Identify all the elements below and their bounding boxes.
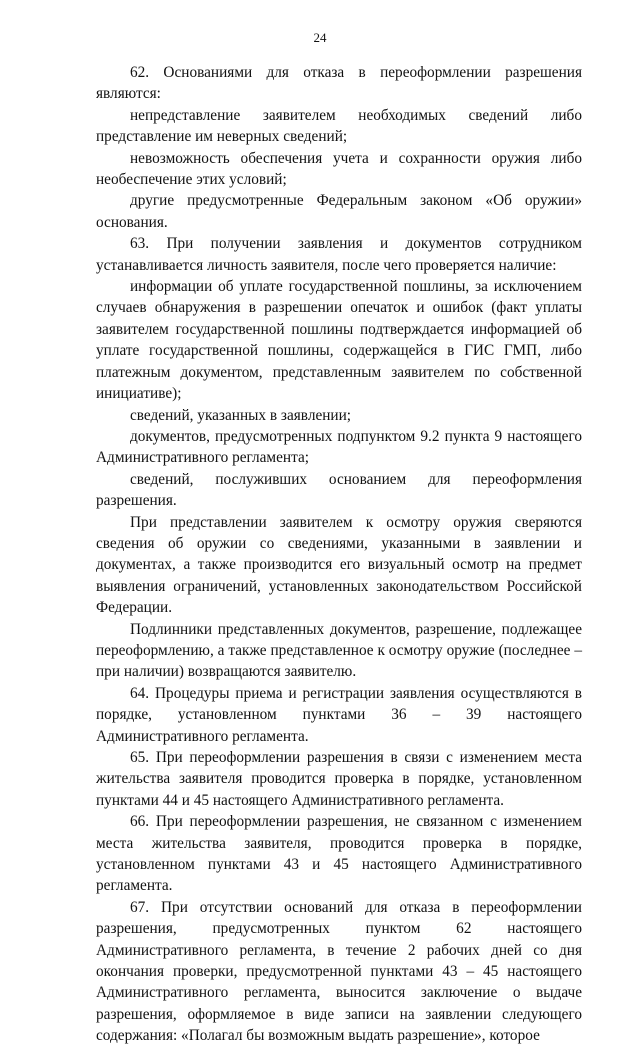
paragraph-65: 65. При переоформлении разрешения в связи с изменением места жительства заявителя проводится проверка в порядке, установленном пунктами 44 и 45 настоящего Административного регламента. [96,749,582,809]
paragraph-63-item-3: документов, предусмотренных подпунктом 9.2 пункта 9 настоящего Административного регламента; [96,427,582,467]
paragraph-62-item-3: другие предусмотренные Федеральным законом «Об оружии» основания. [96,192,582,231]
paragraph-67: 67. При отсутствии оснований для отказа в переоформлении разрешения, предусмотренных пунктом 62 настоящего Административного регламента, в течение 2 рабочих дней со дня окончания проверки, предусмотренной пунктами 43 – 45 настоящего Административного регламента, выносится заключение о выдаче разрешения, оформляемое в виде записи на заявлении следующего содержания: «Полагал бы возможным выдать разрешение», которое [96,898,582,1045]
paragraph-63-item-1: информации об уплате государственной пошлины, за исключением случаев обнаружения в разрешении опечаток и ошибок (факт уплаты заявителем государственной пошлины подтверждается информацией об уплате государственной пошлины, содержащейся в ГИС ГМП, либо платежным документом, представленным заявителем по собственной инициативе); [96,278,582,403]
paragraph-63-weapon-inspection: При представлении заявителем к осмотру оружия сверяются сведения об оружии со сведениями, указанными в заявлении и документах, а также производится его визуальный осмотр на предмет выявления ограничений, установленных законодательством Российской Федерации. [96,513,582,617]
paragraph-62-item-2: невозможность обеспечения учета и сохранности оружия либо необеспечение этих условий; [96,149,582,189]
paragraph-66: 66. При переоформлении разрешения, не связанном с изменением места жительства заявителя, проводится проверка в порядке, установленном пунктами 43 и 45 настоящего Административного регламента. [96,813,582,895]
paragraph-63-item-2: сведений, указанных в заявлении; [130,406,352,424]
page-number: 24 [313,30,327,45]
paragraph-63-documents-return: Подлинники представленных документов, разрешение, подлежащее переоформлению, а также представленное к осмотру оружие (последнее – при наличии) возвращаются заявителю. [96,620,582,681]
paragraph-64: 64. Процедуры приема и регистрации заявления осуществляются в порядке, установленном пунктами 36 – 39 настоящего Административного регламента. [96,684,582,745]
paragraph-63-item-4: сведений, послуживших основанием для переоформления разрешения. [96,470,582,510]
paragraph-62: 62. Основаниями для отказа в переоформлении разрешения являются: [96,64,582,103]
document-body [96,62,582,1047]
paragraph-62-item-1: непредставление заявителем необходимых сведений либо представление им неверных сведений; [96,106,582,146]
paragraph-63: 63. При получении заявления и документов сотрудником устанавливается личность заявителя, после чего проверяется наличие: [96,235,582,274]
